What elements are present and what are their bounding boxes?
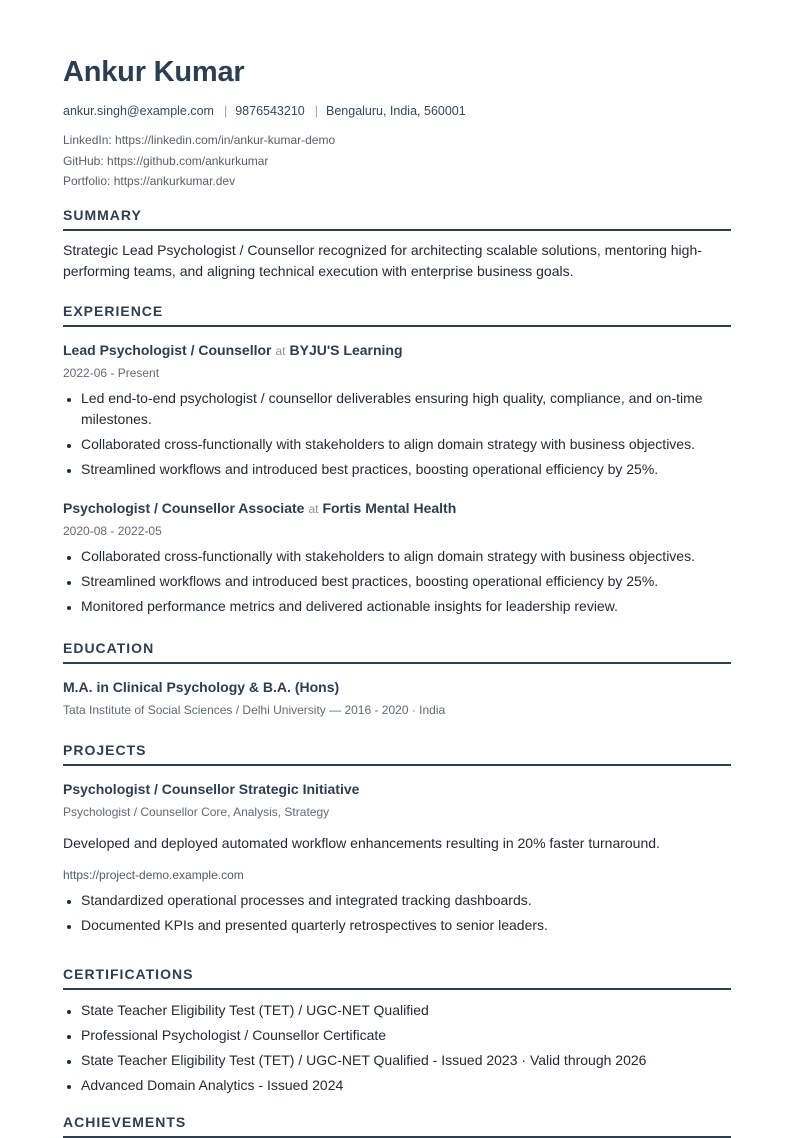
project-link[interactable]: https://project-demo.example.com (63, 868, 244, 882)
github-link[interactable]: GitHub: https://github.com/ankurkumar (63, 153, 269, 168)
list-item: • Streamlined workflows and introduced best practices, boosting operational efficiency by 25%. (81, 459, 731, 480)
list-item: • Advanced Domain Analytics - Issued 2024 (81, 1075, 731, 1096)
job-bullets (63, 546, 731, 617)
education-entry (63, 679, 731, 717)
job-role: Psychologist / Counsellor Associate (63, 500, 305, 516)
education-details: Tata Institute of Social Sciences / Delhi University — 2016 - 2020 · India (63, 703, 446, 717)
project-entry (63, 781, 731, 940)
list-item: • Collaborated cross-functionally with stakeholders to align domain strategy with business objectives. (81, 546, 731, 567)
list-item: • State Teacher Eligibility Test (TET) / UGC-NET Qualified - Issued 2023 · Valid through 2026 (81, 1050, 731, 1071)
job-dates: 2022-06 - Present (63, 366, 160, 380)
candidate-name: Ankur Kumar (63, 56, 245, 88)
job-role: Lead Psychologist / Counsellor (63, 342, 272, 358)
list-item: • Documented KPIs and presented quarterly retrospectives to senior leaders. (81, 915, 731, 936)
job-bullets (63, 388, 731, 480)
list-item: • Collaborated cross-functionally with stakeholders to align domain strategy with business objectives. (81, 434, 731, 455)
separator: | (314, 104, 318, 118)
linkedin-link[interactable]: LinkedIn: https://linkedin.com/in/ankur-kumar-demo (63, 133, 336, 147)
phone[interactable]: 9876543210 (235, 104, 305, 118)
certifications-list (63, 1000, 731, 1096)
project-description: Developed and deployed automated workflow enhancements resulting in 20% faster turnaround. (63, 835, 660, 851)
job-entry (63, 500, 731, 621)
location: Bengaluru, India, 560001 (326, 104, 466, 118)
separator: | (223, 104, 228, 118)
email[interactable]: ankur.singh@example.com (63, 104, 214, 118)
project-name: Psychologist / Counsellor Strategic Initiative (63, 781, 360, 797)
section-title-experience: EXPERIENCE (63, 303, 731, 327)
job-heading (63, 342, 731, 358)
portfolio-link[interactable]: Portfolio: https://ankurkumar.dev (63, 174, 236, 188)
company-name: BYJU'S Learning (289, 342, 403, 358)
section-title-summary: SUMMARY (63, 207, 731, 231)
list-item: • Monitored performance metrics and delivered actionable insights for leadership review. (81, 596, 731, 617)
at-label: at (275, 344, 286, 358)
list-item: • Professional Psychologist / Counsellor Certificate (81, 1025, 731, 1046)
degree-title: M.A. in Clinical Psychology & B.A. (Hons) (63, 679, 340, 695)
list-item: • Led end-to-end psychologist / counsellor deliverables ensuring high quality, compliance, and on-time milestones. (81, 388, 731, 430)
at-label: at (308, 502, 319, 516)
section-title-certifications: CERTIFICATIONS (63, 966, 731, 990)
section-title-projects: PROJECTS (63, 742, 731, 766)
section-title-achievements: ACHIEVEMENTS (63, 1114, 731, 1138)
profile-links (63, 130, 335, 192)
company-name: Fortis Mental Health (322, 500, 457, 516)
job-dates: 2020-08 - 2022-05 (63, 524, 162, 538)
list-item: • Standardized operational processes and integrated tracking dashboards. (81, 890, 731, 911)
job-heading (63, 500, 731, 516)
summary-section (63, 240, 731, 282)
job-entry (63, 342, 731, 484)
project-bullets (63, 890, 731, 936)
summary-text: Strategic Lead Psychologist / Counsellor recognized for architecting scalable solutions, mentoring high-performing teams, and aligning technical execution with enterprise business goals. (63, 242, 702, 279)
certifications-section (63, 992, 731, 1100)
list-item: • Streamlined workflows and introduced best practices, boosting operational efficiency by 25%. (81, 571, 731, 592)
project-tags: Psychologist / Counsellor Core, Analysis, Strategy (63, 805, 330, 819)
section-title-education: EDUCATION (63, 640, 731, 664)
contact-line (63, 104, 466, 118)
list-item: • State Teacher Eligibility Test (TET) / UGC-NET Qualified (81, 1000, 731, 1021)
